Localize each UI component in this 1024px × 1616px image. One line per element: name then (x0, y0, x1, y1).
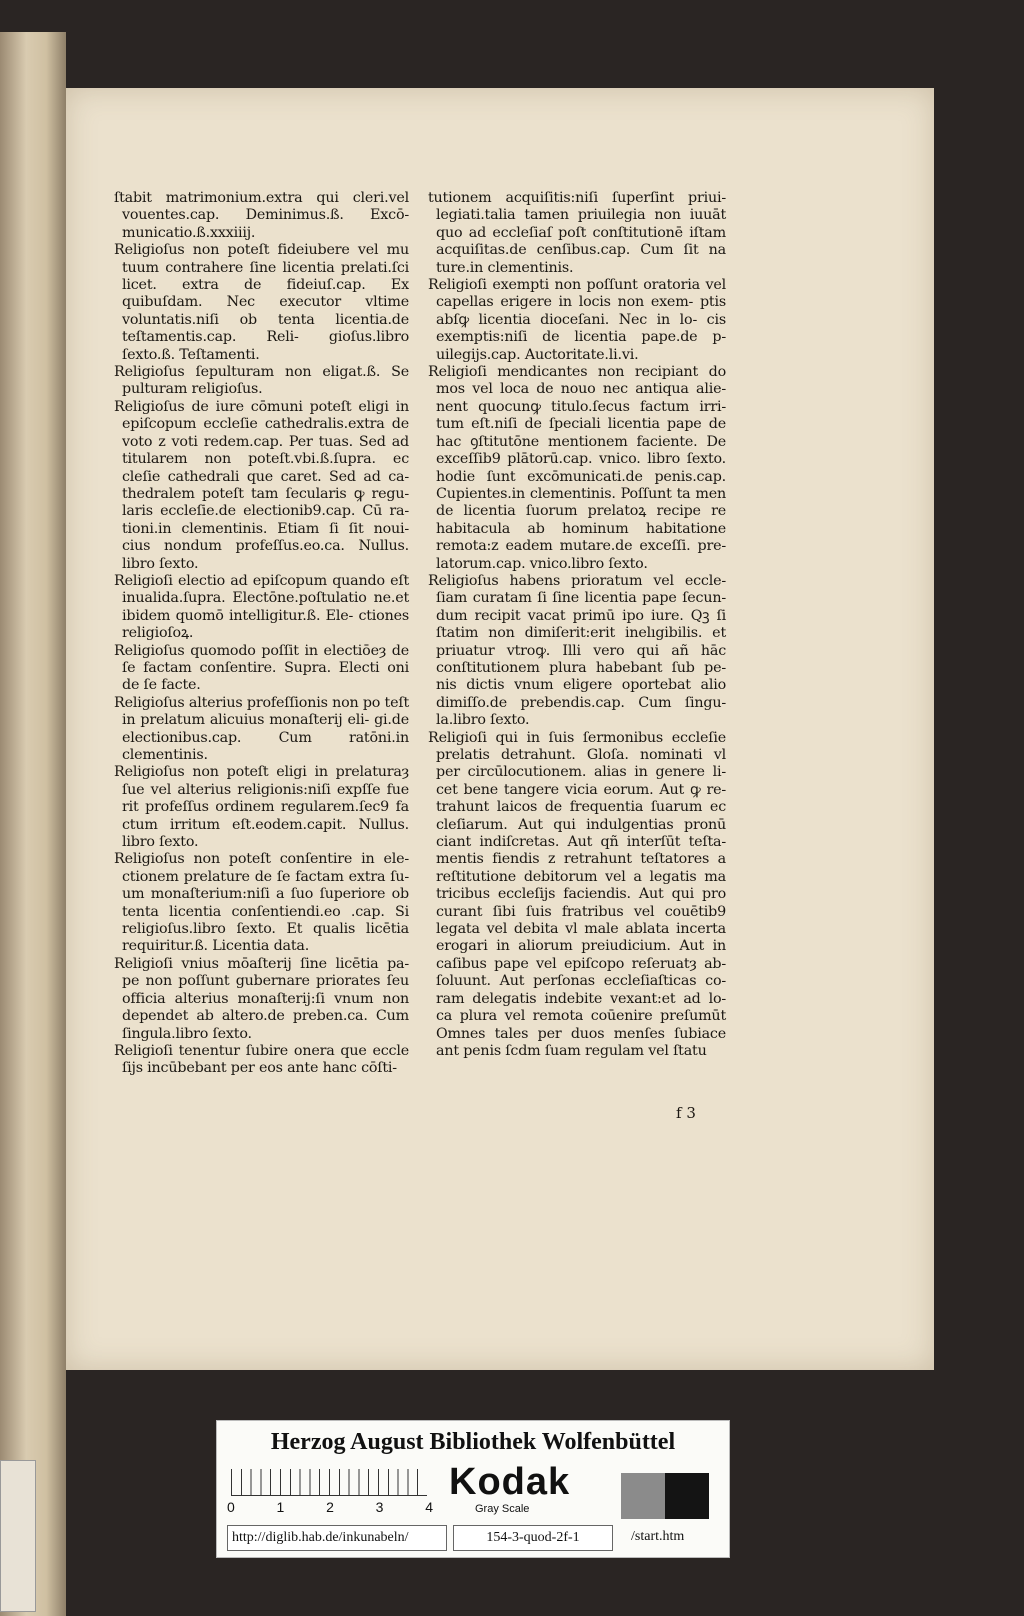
text-column-left (114, 190, 409, 1078)
entry-left-8: Religioſus non poteſt eligi in prelaturaȝ ſue vel alterius religionis:niſi expſſe fue rit profeſſus ordinem regularem.ſec9 fa ctum irritum eſt.eodem.capit. Nullus. libro ſexto. (114, 764, 409, 851)
entry-left-9: Religioſus non poteſt conſentire in ele‑ ctionem prelature de ſe factam extra ſu‑ um monaſterium:niſi a ſuo ſuperiore ob tenta licentia conſentiendi.eo .cap. Si religioſus.libro ſexto. Et qualis licētia requiritur.ß. Licentia data. (114, 851, 409, 955)
library-title: Herzog August Bibliothek Wolfenbüttel (270, 1429, 676, 1455)
entry-right-4: Religioſus habens prioratum vel eccle‑ ſiam curatam ſi ſine licentia pape ſecun‑ dum recipit vacat primū ipo iure. Qꝫ ſi ſtatim non dimiſerit:erit inelıgibilis. et priuatur vtroꝙ. Illi vero qui añ hāc conſtitutionem plura habebant ſub pe‑ nis dictis vnum eligere oportebat alio dimiſſo.de prebendis.cap. Cum ſingu‑ la.libro ſexto. (428, 572, 726, 729)
gray-scale-label: Gray Scale (475, 1503, 530, 1515)
book-spine-edge (0, 32, 66, 1616)
entry-left-6: Religioſus quomodo poſſit in electiōeȝ de ſe factam conſentire. Supra. Electi oni de ſe facte. (114, 642, 409, 694)
library-color-target (216, 1420, 730, 1558)
shelf-label-tab (0, 1460, 36, 1612)
entry-left-7: Religioſus alterius profeſſionis non po teſt in prelatum alicuius monaſterij eli‑ gi.de electionibus.cap. Cum ratōni.in clementinis. (114, 694, 409, 763)
ruler-numbers (227, 1499, 433, 1515)
entry-left-2: Religioſus non poteſt fideiubere vel mu tuum contrahere ſine licentia prelati.ſci licet. extra de fideiuſ.cap. Ex quibuſdam. Nec executor vltime voluntatis.niſi ob tenta licentia.de teſtamentis.cap. Reli‑ gioſus.libro ſexto.ß. Teſtamenti. (114, 242, 409, 363)
entry-right-3: Religioſi mendicantes non recipiant do mos vel loca de nouo nec antiqua alie‑ nent quocunꝙ titulo.ſecus factum irri‑ tum eſt.niſi de ſpeciali licentia pape de hac ꝯſtitutōne mentionem faciente. De exceſſib9 plātorū.cap. vnico. libro ſexto. hodie ſunt excōmunicati.de penis.cap. Cupientes.in clementinis. Poſſunt ta men de licentia ſuorum prelatoꝝ recipe re habitacula ab hominum habitatione remota:z eadem mutare.de exceſſi. pre‑ latorum.cap. vnico.libro ſexto. (428, 364, 726, 572)
ruler-number: 0 (227, 1499, 235, 1515)
entry-left-1: ſtabit matrimonium.extra qui cleri.vel vouentes.cap. Deminimus.ß. Excō‑ municatio.ß.xxxiiij. (114, 190, 409, 241)
entry-right-2: Religioſi exempti non poſſunt oratoria vel capellas erigere in locis non exem‑ ptis abſꝙ licentia dioceſani. Nec in lo‑ cis exemptis:niſi de licentia pape.de p‑ uilegijs.cap. Auctoritate.li.vi. (428, 277, 726, 363)
shelfmark: 154-3-quod-2f-1 (453, 1525, 613, 1551)
url-prefix: http://diglib.hab.de/inkunabeln/ (227, 1525, 447, 1551)
entry-left-3: Religioſus ſepulturam non eligat.ß. Se pulturam religioſus. (114, 364, 409, 398)
gray-swatch-dark (665, 1473, 709, 1519)
text-column-right (428, 190, 726, 1060)
entry-right-1: tutionem acquiſitis:niſi ſuperſint priui‑ legiati.talia tamen priuilegia non iuuāt quo ad eccleſiaſ poſt conſtitutionē iſtam acquiſitas.de cenſibus.cap. Cum ſit na ture.in clementinis. (428, 190, 726, 276)
kodak-logo: Kodak (449, 1461, 571, 1503)
entry-right-5: Religioſi qui in ſuis ſermonibus eccleſie prelatis detrahunt. Gloſa. nominati vl per circūlocutionem. alias in genere li‑ cet bene tangere vicia eorum. Aut ꝙ re‑ trahunt laicos de frequentia ſuarum ec cleſiarum. Aut qui indulgentias pronū ciant indiſcretas. Aut qñ interſūt teſta‑ mentis fiendis z retrahunt teſtatores a reſtitutione debitorum vel a legatis ma tricibus eccleſijs faciendis. Aut qui pro curant ſibi ſuis fratribus vel couētib9 legata vel debita vl male ablata incerta erogari in aliorum preiudicium. Aut in caſibus pape vel epiſcopo reſeruatȝ ab‑ ſoluunt. Aut perſonas eccleſiaſticas co‑ ram delegatis indebite vexant:et ad lo‑ ca plura vel remota coūenire preſumūt Omnes tales per duos menſes ſubiace ant penis ſcdm ſuam regulam vel ſtatu (428, 729, 726, 1059)
ruler-number: 1 (276, 1499, 285, 1515)
entry-left-4: Religioſus de iure cōmuni poteſt eligi in epiſcopum eccleſie cathedralis.extra de voto z voti redem.cap. Per tuas. Sed ad titularem non poteſt.vbi.ß.ſupra. ec cleſie cathedrali que caret. Sed ad ca‑ thedralem poteſt tam ſecularis ꝙ regu‑ laris eccleſie.de electionib9.cap. Cū ra‑ tioni.in clementinis. Etiam ſi ſit noui‑ cius nondum profeſſus.eo.ca. Nullus. libro ſexto. (114, 398, 409, 572)
entry-left-5: Religioſi electio ad epiſcopum quando eſt inualida.ſupra. Electōne.poſtulatio ne.et ibidem quomō intelligitur.ß. Ele‑ ctiones religioſoꝝ. (114, 572, 409, 642)
entry-left-11: Religioſi tenentur ſubire onera que eccle ſijs incūbebant per eos ante hanc cōſti‑ (114, 1042, 409, 1077)
entry-left-10: Religioſi vnius mōaſterij ſine licētia pa‑ pe non poſſunt gubernare priorates ſeu officia alterius monaſterij:ſi vnum non dependet ab altero.de preben.ca. Cum ſingula.libro ſexto. (114, 955, 409, 1042)
gray-swatch-medium (621, 1473, 665, 1519)
ruler-number: 2 (326, 1499, 334, 1515)
ruler-number: 3 (375, 1499, 384, 1515)
ruler-number: 4 (425, 1499, 433, 1515)
url-suffix: /start.htm (631, 1529, 685, 1544)
measurement-ruler (231, 1469, 427, 1496)
signature-mark: f 3 (676, 1104, 696, 1122)
